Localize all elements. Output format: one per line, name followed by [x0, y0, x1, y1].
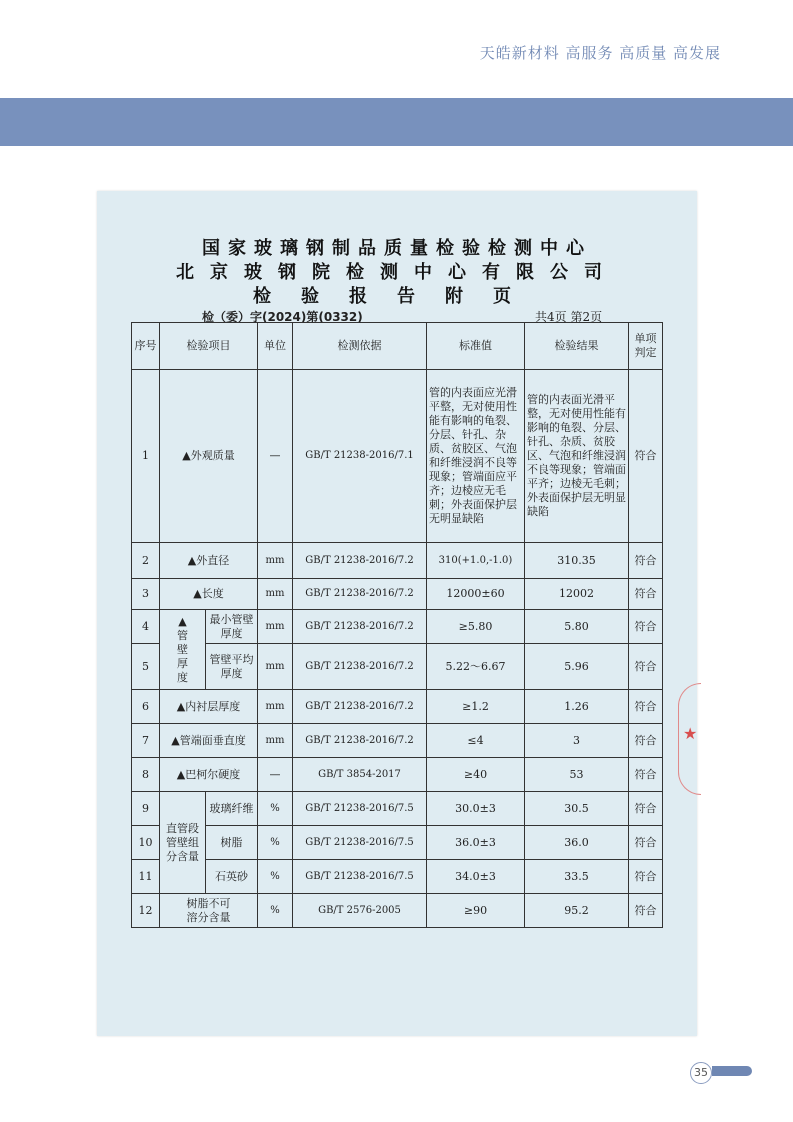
report-page-info: 共4页 第2页: [535, 310, 603, 324]
row-item: ▲外观质量: [160, 370, 258, 543]
header-no: 序号: [132, 323, 160, 370]
header-band: [0, 98, 793, 146]
header-item: 检验项目: [160, 323, 258, 370]
row-no: 12: [132, 894, 160, 928]
row-unit: %: [258, 792, 293, 826]
row-result: 33.5: [525, 860, 629, 894]
table-row: [132, 543, 663, 579]
row-basis: GB/T 21238-2016/7.2: [293, 543, 427, 579]
row-unit: mm: [258, 543, 293, 579]
header-unit: 单位: [258, 323, 293, 370]
row-no: 10: [132, 826, 160, 860]
report-title-center: 国家玻璃钢制品质量检验检测中心: [202, 238, 592, 259]
row-no: 9: [132, 792, 160, 826]
row-no: 7: [132, 724, 160, 758]
report-page: [97, 191, 697, 1036]
row-basis: GB/T 21238-2016/7.2: [293, 724, 427, 758]
row-standard: ≥90: [427, 894, 525, 928]
table-row: [132, 758, 663, 792]
header-slogan: 天皓新材料 高服务 高质量 高发展: [479, 44, 721, 62]
row-judge: 符合: [629, 724, 663, 758]
table-header-row: [132, 323, 663, 370]
row-no: 4: [132, 610, 160, 644]
report-title-appendix: 检验报告附页: [253, 286, 541, 307]
row-judge: 符合: [629, 758, 663, 792]
row-standard: 5.22～6.67: [427, 644, 525, 690]
row-basis: GB/T 21238-2016/7.5: [293, 826, 427, 860]
row-result: 5.80: [525, 610, 629, 644]
row-item: 树脂不可溶分含量: [160, 894, 258, 928]
row-basis: GB/T 21238-2016/7.2: [293, 690, 427, 724]
row-item: 玻璃纤维: [206, 792, 258, 826]
row-item: ▲长度: [160, 579, 258, 610]
table-row: [132, 792, 663, 826]
header-judge: 单项判定: [629, 323, 663, 370]
page-number-bar: [712, 1066, 752, 1076]
row-item: ▲外直径: [160, 543, 258, 579]
row-result: 1.26: [525, 690, 629, 724]
row-standard: 30.0±3: [427, 792, 525, 826]
row-standard: ≤4: [427, 724, 525, 758]
row-unit: mm: [258, 579, 293, 610]
row-judge: 符合: [629, 860, 663, 894]
group-wall-content: 直管段管壁组分含量: [160, 792, 206, 894]
row-standard: 管的内表面应光滑平整，无对使用性能有影响的龟裂、分层、针孔、杂质、贫胶区、气泡和纤维浸润不良等现象；管端面应平齐；边棱应无毛刺；外表面保护层无明显缺陷: [427, 370, 525, 543]
row-basis: GB/T 21238-2016/7.2: [293, 644, 427, 690]
row-no: 1: [132, 370, 160, 543]
row-result: 53: [525, 758, 629, 792]
row-result: 95.2: [525, 894, 629, 928]
row-unit: mm: [258, 610, 293, 644]
row-result: 管的内表面光滑平整，无对使用性能有影响的龟裂、分层、针孔、杂质、贫胶区、气泡和纤维浸润不良等现象；管端面平齐；边棱无毛刺；外表面保护层无明显缺陷: [525, 370, 629, 543]
table-row: [132, 894, 663, 928]
row-basis: GB/T 21238-2016/7.5: [293, 860, 427, 894]
row-standard: 310(+1.0,-1.0): [427, 543, 525, 579]
row-judge: 符合: [629, 792, 663, 826]
row-basis: GB/T 3854-2017: [293, 758, 427, 792]
row-unit: mm: [258, 724, 293, 758]
row-unit: —: [258, 370, 293, 543]
row-result: 30.5: [525, 792, 629, 826]
row-judge: 符合: [629, 644, 663, 690]
row-basis: GB/T 21238-2016/7.2: [293, 579, 427, 610]
row-no: 3: [132, 579, 160, 610]
row-standard: ≥40: [427, 758, 525, 792]
report-number: 检（委）字(2024)第(0332): [202, 310, 363, 324]
row-result: 5.96: [525, 644, 629, 690]
star-icon: ★: [683, 724, 698, 743]
row-item: ▲巴柯尔硬度: [160, 758, 258, 792]
row-result: 310.35: [525, 543, 629, 579]
table-row: [132, 370, 663, 543]
row-result: 3: [525, 724, 629, 758]
row-item: 管壁平均厚度: [206, 644, 258, 690]
row-judge: 符合: [629, 579, 663, 610]
row-no: 8: [132, 758, 160, 792]
row-basis: GB/T 21238-2016/7.2: [293, 610, 427, 644]
row-judge: 符合: [629, 543, 663, 579]
table-row: [132, 860, 663, 894]
row-item: 树脂: [206, 826, 258, 860]
group-wall-thickness: ▲管壁厚度: [160, 610, 206, 690]
row-standard: 12000±60: [427, 579, 525, 610]
header-basis: 检测依据: [293, 323, 427, 370]
red-seal-stamp: [678, 683, 701, 795]
row-no: 6: [132, 690, 160, 724]
row-standard: 36.0±3: [427, 826, 525, 860]
table-row: [132, 826, 663, 860]
table-row: [132, 724, 663, 758]
row-unit: —: [258, 758, 293, 792]
row-unit: mm: [258, 690, 293, 724]
header-standard: 标准值: [427, 323, 525, 370]
table-row: [132, 690, 663, 724]
report-title-company: 北京玻钢院检测中心有限公司: [176, 262, 618, 283]
table-row: [132, 644, 663, 690]
row-item: ▲内衬层厚度: [160, 690, 258, 724]
row-basis: GB/T 2576-2005: [293, 894, 427, 928]
row-unit: mm: [258, 644, 293, 690]
row-no: 11: [132, 860, 160, 894]
row-unit: %: [258, 860, 293, 894]
row-standard: ≥1.2: [427, 690, 525, 724]
row-judge: 符合: [629, 894, 663, 928]
page-number: 35: [690, 1062, 712, 1084]
row-judge: 符合: [629, 370, 663, 543]
row-judge: 符合: [629, 690, 663, 724]
row-item: 最小管壁厚度: [206, 610, 258, 644]
table-row: [132, 610, 663, 644]
row-result: 12002: [525, 579, 629, 610]
inspection-table: [131, 322, 663, 928]
row-unit: %: [258, 894, 293, 928]
row-standard: ≥5.80: [427, 610, 525, 644]
row-judge: 符合: [629, 610, 663, 644]
row-result: 36.0: [525, 826, 629, 860]
row-item: ▲管端面垂直度: [160, 724, 258, 758]
row-standard: 34.0±3: [427, 860, 525, 894]
row-basis: GB/T 21238-2016/7.1: [293, 370, 427, 543]
row-unit: %: [258, 826, 293, 860]
table-row: [132, 579, 663, 610]
row-judge: 符合: [629, 826, 663, 860]
row-basis: GB/T 21238-2016/7.5: [293, 792, 427, 826]
header-result: 检验结果: [525, 323, 629, 370]
row-no: 5: [132, 644, 160, 690]
row-no: 2: [132, 543, 160, 579]
row-item: 石英砂: [206, 860, 258, 894]
